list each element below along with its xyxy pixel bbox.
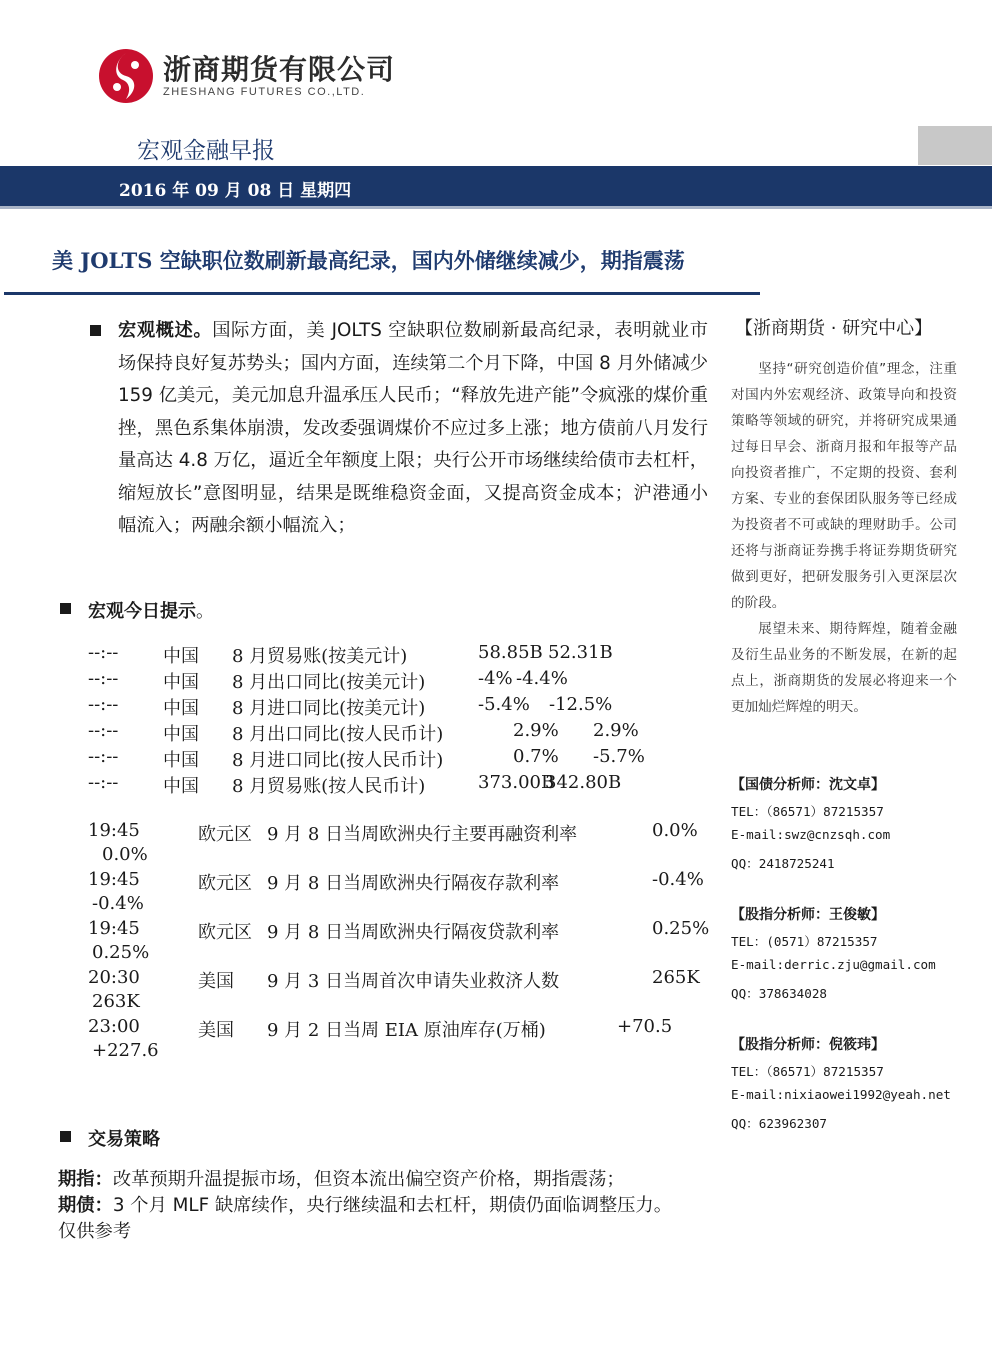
company-logo-icon xyxy=(97,47,155,105)
analyst-tel: TEL：（86571）87215357 xyxy=(731,804,884,819)
calendar-previous: 263K xyxy=(92,991,140,1012)
calendar-actual: +70.5 xyxy=(617,1016,673,1037)
bond-text: 3 个月 MLF 缺席续作，央行继续温和去杠杆，期债仍面临调整压力。 xyxy=(112,1195,672,1216)
macro-overview xyxy=(118,315,708,543)
company-name-en: ZHESHANG FUTURES CO.,LTD. xyxy=(163,86,366,98)
calendar-actual: -4% xyxy=(478,668,513,689)
analyst-email: E-mail:nixiaowei1992@yeah.net xyxy=(731,1087,951,1102)
report-type-title: 宏观金融早报 xyxy=(137,138,275,164)
calendar-time: 19:45 xyxy=(88,869,140,890)
calendar-actual: 58.85B xyxy=(478,642,543,663)
calendar-time: 20:30 xyxy=(88,967,140,988)
today-tips-title xyxy=(88,597,214,623)
analyst-name: 【股指分析师：王俊敏】 xyxy=(731,907,885,923)
calendar-region: 中国 xyxy=(163,750,199,771)
calendar-actual: 0.7% xyxy=(513,746,559,767)
calendar-time: --:-- xyxy=(88,746,119,767)
calendar-time: --:-- xyxy=(88,694,119,715)
calendar-time: --:-- xyxy=(88,668,119,689)
bullet-square-icon xyxy=(90,325,101,336)
calendar-time: --:-- xyxy=(88,720,119,741)
calendar-actual: 373.00B xyxy=(478,772,555,793)
intro-paragraph: 坚持“研究创造价值”理念，注重对国内外宏观经济、政策导向和投资策略等领域的研究，并将研究成果通过每日早会、浙商月报和年报等产品向投资者推广，不定期的投资、套利方案、专业的套保团队服务等已经成为投资者不可或缺的理财助手。公司还将与浙商证券携手将证券期货研究做到更好，把研发服务引入更深层次的阶段。 xyxy=(731,361,957,611)
calendar-actual: 2.9% xyxy=(513,720,559,741)
analyst-email: E-mail:swz@cnzsqh.com xyxy=(731,827,891,842)
calendar-region: 中国 xyxy=(163,776,199,797)
strategy-bond xyxy=(58,1193,718,1219)
calendar-actual: -0.4% xyxy=(652,869,704,890)
calendar-previous: 52.31B xyxy=(548,642,613,663)
calendar-previous: 342.80B xyxy=(545,772,622,793)
calendar-event: 8 月出口同比(按美元计) xyxy=(232,672,426,693)
analyst-tel: TEL：(0571）87215357 xyxy=(731,934,878,949)
report-date: 2016 年 09 月 08 日 星期四 xyxy=(119,181,352,201)
research-center-title: 【浙商期货 · 研究中心】 xyxy=(735,318,933,339)
calendar-previous: 0.25% xyxy=(92,942,150,963)
company-name-cn: 浙商期货有限公司 xyxy=(163,53,396,86)
calendar-event: 9 月 2 日当周 EIA 原油库存(万桶) xyxy=(267,1020,546,1041)
bond-label: 期债： xyxy=(58,1195,113,1216)
calendar-event: 9 月 8 日当周欧洲央行隔夜贷款利率 xyxy=(267,922,560,943)
today-tips-title-text: 宏观今日提示 xyxy=(88,601,196,622)
strategy-body xyxy=(58,1167,718,1245)
calendar-previous: -0.4% xyxy=(92,893,144,914)
calendar-event: 8 月出口同比(按人民币计) xyxy=(232,724,444,745)
calendar-previous: -5.7% xyxy=(593,746,645,767)
calendar-event: 8 月贸易账(按人民币计) xyxy=(232,776,426,797)
analyst-email: E-mail:derric.zju@gmail.com xyxy=(731,957,936,972)
overview-text: 国际方面，美 JOLTS 空缺职位数刷新最高纪录，表明就业市场保持良好复苏势头；国内方面，连续第二个月下降，中国 8 月外储减少 159 亿美元，美元加息升温承压人民币；“释放先进产能”令疯涨的煤价重挫，黑色系集体崩溃，发改委强调煤价不应过多上涨；地方债前八月发行量高达 4.8 万亿，逼近全年额度上限；央行公开市场继续给债市去杠杆，缩短放长”意图明显，结果是既维稳资金面，又提高资金成本；沪港通小幅流入；两融余额小幅流入； xyxy=(118,320,709,536)
strategy-title: 交易策略 xyxy=(88,1129,160,1150)
calendar-region: 欧元区 xyxy=(198,922,252,943)
headline-divider xyxy=(4,292,760,295)
futures-label: 期指： xyxy=(58,1169,113,1190)
calendar-time: --:-- xyxy=(88,642,119,663)
calendar-previous: -12.5% xyxy=(549,694,613,715)
analyst-name: 【股指分析师：倪筱玮】 xyxy=(731,1037,885,1053)
calendar-event: 9 月 8 日当周欧洲央行主要再融资利率 xyxy=(267,824,578,845)
strategy-futures xyxy=(58,1167,718,1193)
analyst-name: 【国债分析师：沈文卓】 xyxy=(731,777,885,793)
calendar-previous: 0.0% xyxy=(102,844,148,865)
bullet-square-icon xyxy=(60,1131,71,1142)
headline: 美 JOLTS 空缺职位数刷新最高纪录，国内外储继续减少，期指震荡 xyxy=(52,248,685,273)
calendar-actual: 265K xyxy=(652,967,700,988)
calendar-region: 中国 xyxy=(163,698,199,719)
calendar-region: 欧元区 xyxy=(198,824,252,845)
calendar-time: 19:45 xyxy=(88,820,140,841)
calendar-event: 8 月贸易账(按美元计) xyxy=(232,646,408,667)
calendar-previous: -4.4% xyxy=(516,668,568,689)
calendar-event: 8 月进口同比(按美元计) xyxy=(232,698,426,719)
analyst-tel: TEL：（86571）87215357 xyxy=(731,1064,884,1079)
today-tips-title-suffix: 。 xyxy=(196,601,214,622)
calendar-region: 中国 xyxy=(163,646,199,667)
analyst-qq: QQ：378634028 xyxy=(731,986,827,1001)
calendar-event: 8 月进口同比(按人民币计) xyxy=(232,750,444,771)
header-decoration-block xyxy=(918,126,992,165)
calendar-time: 23:00 xyxy=(88,1016,140,1037)
calendar-time: 19:45 xyxy=(88,918,140,939)
calendar-actual: 0.0% xyxy=(652,820,698,841)
calendar-region: 欧元区 xyxy=(198,873,252,894)
calendar-actual: 0.25% xyxy=(652,918,710,939)
calendar-event: 9 月 3 日当周首次申请失业救济人数 xyxy=(267,971,560,992)
calendar-actual: -5.4% xyxy=(478,694,530,715)
calendar-region: 美国 xyxy=(198,1020,234,1041)
calendar-previous: +227.6 xyxy=(92,1040,159,1061)
analyst-qq: QQ：2418725241 xyxy=(731,856,835,871)
research-center-intro xyxy=(731,356,957,720)
calendar-region: 中国 xyxy=(163,724,199,745)
intro-paragraph: 展望未来、期待辉煌，随着金融及衍生品业务的不断发展，在新的起点上，浙商期货的发展必将迎来一个更加灿烂辉煌的明天。 xyxy=(731,621,957,715)
disclaimer: 仅供参考 xyxy=(58,1221,132,1242)
analyst-qq: QQ：623962307 xyxy=(731,1116,827,1131)
futures-text: 改革预期升温提振市场，但资本流出偏空资产价格，期指震荡； xyxy=(112,1169,625,1190)
calendar-region: 中国 xyxy=(163,672,199,693)
calendar-event: 9 月 8 日当周欧洲央行隔夜存款利率 xyxy=(267,873,560,894)
calendar-time: --:-- xyxy=(88,772,119,793)
bullet-square-icon xyxy=(60,603,71,614)
overview-label: 宏观概述。 xyxy=(118,320,213,341)
calendar-previous: 2.9% xyxy=(593,720,639,741)
calendar-region: 美国 xyxy=(198,971,234,992)
